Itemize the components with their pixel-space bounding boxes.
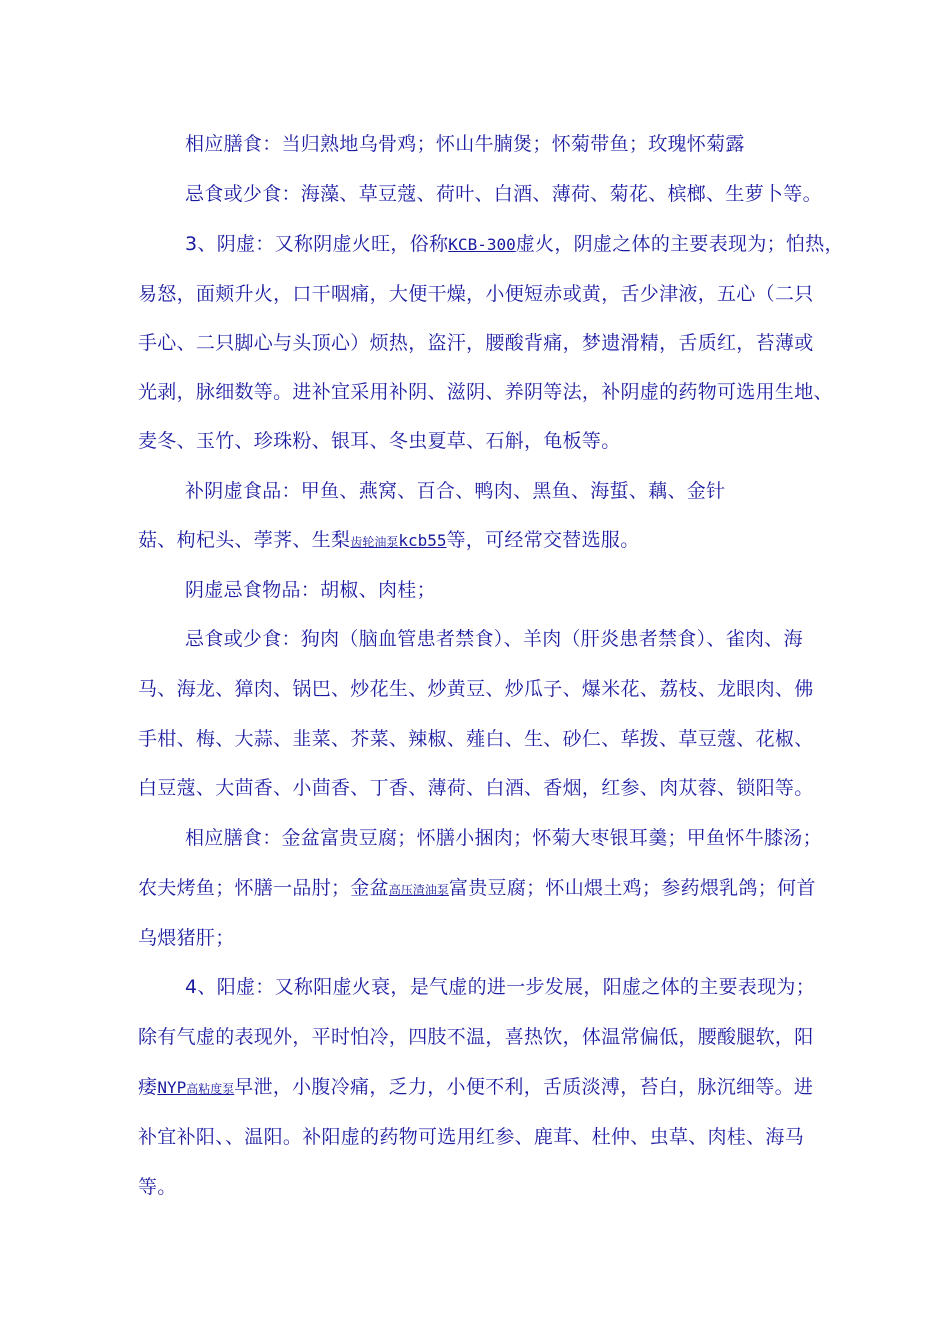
high-viscosity-pump-link[interactable]: 高粘度泵 bbox=[186, 1082, 235, 1096]
paragraph-line: 阴虚忌食物品：胡椒、肉桂； bbox=[185, 579, 436, 601]
paragraph-line: 4、阳虚：又称阳虚火衰，是气虚的进一步发展，阳虚之体的主要表现为； bbox=[185, 976, 815, 998]
paragraph-line bbox=[138, 528, 640, 554]
line-text: 等，可经常交替选服。 bbox=[446, 529, 640, 551]
paragraph-line: 手心、二只脚心与头顶心）烦热，盗汗，腰酸背痛，梦遗滑精，舌质红，苔薄或 bbox=[138, 332, 814, 354]
line-text: 菇、枸杞头、荸荠、生梨 bbox=[138, 529, 351, 551]
paragraph-line bbox=[138, 1075, 813, 1101]
line-text: 虚火，阴虚之体的主要表现为；怕热， bbox=[515, 233, 844, 255]
line-text: 痿 bbox=[138, 1076, 158, 1098]
nyp-link[interactable]: NYP bbox=[157, 1078, 187, 1097]
paragraph-line: 除有气虚的表现外，平时怕冷，四肢不温，喜热饮，体温常偏低，腰酸腿软，阳 bbox=[138, 1026, 814, 1048]
paragraph-line: 乌煨猪肝； bbox=[138, 927, 235, 949]
paragraph-line: 补宜补阳、、温阳。补阳虚的药物可选用红参、鹿茸、杜仲、虫草、肉桂、海马 bbox=[138, 1126, 805, 1148]
paragraph-line: 光剥，脉细数等。进补宜采用补阴、滋阴、养阴等法，补阴虚的药物可选用生地、 bbox=[138, 381, 833, 403]
kcb55-link[interactable]: kcb55 bbox=[398, 531, 447, 550]
paragraph-line: 相应膳食：当归熟地乌骨鸡；怀山牛腩煲；怀菊带鱼；玫瑰怀菊露 bbox=[185, 133, 745, 155]
paragraph-line: 相应膳食：金盆富贵豆腐；怀膳小捆肉；怀菊大枣银耳羹；甲鱼怀牛膝汤； bbox=[185, 827, 822, 849]
paragraph-line: 马、海龙、獐肉、锅巴、炒花生、炒黄豆、炒瓜子、爆米花、荔枝、龙眼肉、佛 bbox=[138, 678, 814, 700]
paragraph-line: 易怒，面颊升火，口干咽痛，大便干燥，小便短赤或黄，舌少津液，五心（二只 bbox=[138, 283, 814, 305]
line-text: 早泄，小腹冷痛，乏力，小便不利，舌质淡溥，苔白，脉沉细等。进 bbox=[234, 1076, 814, 1098]
kcb-300-link[interactable]: KCB-300 bbox=[448, 235, 516, 254]
paragraph-line: 补阴虚食品：甲鱼、燕窝、百合、鸭肉、黑鱼、海蜇、藕、金针 bbox=[185, 480, 726, 502]
paragraph-line: 白豆蔻、大茴香、小茴香、丁香、薄荷、白酒、香烟，红参、肉苁蓉、锁阳等。 bbox=[138, 777, 814, 799]
paragraph-line: 手柑、梅、大蒜、韭菜、芥菜、辣椒、薤白、生、砂仁、荜拨、草豆蔻、花椒、 bbox=[138, 728, 814, 750]
line-text: 富贵豆腐；怀山煨土鸡；参药煨乳鸽；何首 bbox=[448, 877, 816, 899]
paragraph-line: 忌食或少食：狗肉（脑血管患者禁食）、羊肉（肝炎患者禁食）、雀肉、海 bbox=[185, 628, 803, 650]
line-text: 农夫烤鱼；怀膳一品肘；金盆 bbox=[138, 877, 389, 899]
paragraph-line bbox=[185, 232, 844, 257]
line-text: 3、阴虚：又称阴虚火旺，俗称 bbox=[185, 233, 449, 255]
gear-oil-pump-link[interactable]: 齿轮油泵 bbox=[350, 535, 399, 549]
paragraph-line: 忌食或少食：海藻、草豆蔻、荷叶、白酒、薄荷、菊花、槟榔、生萝卜等。 bbox=[185, 183, 822, 205]
paragraph-line bbox=[138, 876, 816, 902]
paragraph-line: 麦冬、玉竹、珍珠粉、银耳、冬虫夏草、石斛，龟板等。 bbox=[138, 430, 621, 452]
paragraph-line: 等。 bbox=[138, 1176, 177, 1198]
high-pressure-oil-pump-link[interactable]: 高压渣油泵 bbox=[388, 883, 449, 897]
